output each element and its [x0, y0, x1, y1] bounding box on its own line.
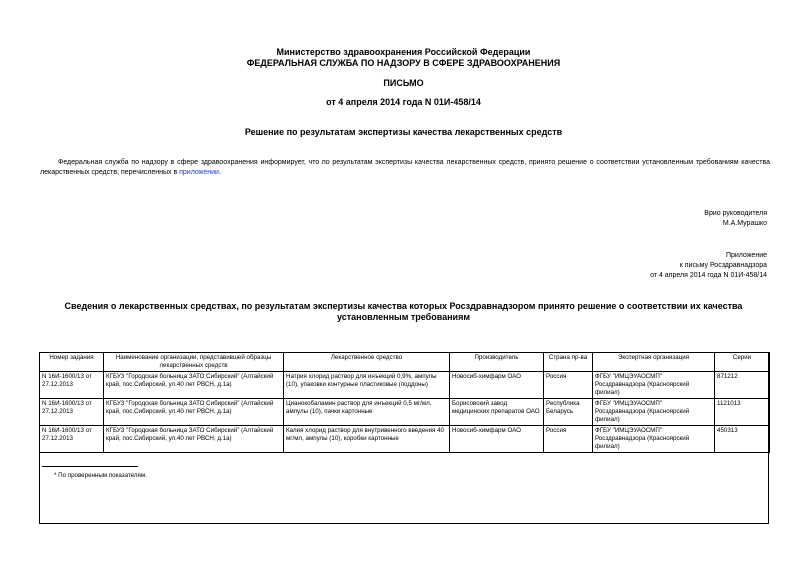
table-row	[40, 426, 770, 453]
appendix-title: Сведения о лекарственных средствах, по результатам экспертизы качества которых Росздравнадзором принято решение о соответствии их качества установленным требованиям	[64, 301, 743, 322]
cell-series: 450313	[715, 426, 770, 453]
ministry-name: Министерство здравоохранения Российской Федерации	[276, 47, 531, 57]
signature-name: М.А.Мурашко	[722, 220, 767, 227]
cell-expert-organization: ФГБУ "ИМЦЭУАОСМП" Росздравнадзора (Красноярский филиал)	[593, 372, 715, 399]
drug-table	[39, 352, 770, 453]
service-name: ФЕДЕРАЛЬНАЯ СЛУЖБА ПО НАДЗОРУ В СФЕРЕ ЗДРАВООХРАНЕНИЯ	[246, 58, 561, 68]
cell-manufacturer: Борисовский завод медицинских препаратов ОАО	[450, 399, 544, 426]
signature-position: Врио руководителя	[704, 210, 767, 217]
cell-drug: Калия хлорид раствор для внутривенного введения 40 мг/мл, ампулы (10), коробки картонные	[284, 426, 450, 453]
appendix-label: Приложение	[725, 252, 767, 259]
footnote-divider	[42, 466, 138, 467]
cell-expert-organization: ФГБУ "ИМЦЭУАОСМП" Росздравнадзора (Красноярский филиал)	[593, 399, 715, 426]
appendix-letter-date: от 4 апреля 2014 года N 01И-458/14	[650, 272, 767, 279]
column-header-task-number: Номер задания	[40, 353, 104, 372]
cell-task-number: N 16И-1600/13 от 27.12.2013	[40, 372, 104, 399]
appendix-letter-ref: к письму Росздравнадзора	[679, 262, 767, 269]
cell-organization: КГБУЗ "Городская больница ЗАТО Сибирский" (Алтайский край, пос.Сибирский, ул.40 лет РВСН, д.1а)	[104, 399, 284, 426]
column-header-expert-organization: Экспертная организация	[593, 353, 715, 372]
cell-manufacturer: Новосиб-химфарм ОАО	[450, 426, 544, 453]
cell-drug: Натрия хлорид раствор для инъекций 0,9%, ампулы (10), упаковки контурные пластиковые (поддоны)	[284, 372, 450, 399]
cell-country: Россия	[544, 372, 593, 399]
column-header-series: Серии	[715, 353, 770, 372]
document-date-number: от 4 апреля 2014 года N 01И-458/14	[326, 97, 481, 107]
document-type: ПИСЬМО	[383, 78, 424, 88]
cell-series: 1121013	[715, 399, 770, 426]
body-paragraph	[40, 158, 770, 178]
cell-organization: КГБУЗ "Городская больница ЗАТО Сибирский" (Алтайский край, пос.Сибирский, ул.40 лет РВСН, д.1а)	[104, 372, 284, 399]
appendix-link[interactable]: приложении	[179, 169, 219, 176]
cell-country: Россия	[544, 426, 593, 453]
cell-country: Республика Беларусь	[544, 399, 593, 426]
column-header-manufacturer: Производитель	[450, 353, 544, 372]
cell-manufacturer: Новосиб-химфарм ОАО	[450, 372, 544, 399]
cell-series: 871212	[715, 372, 770, 399]
table-header-row	[40, 353, 770, 372]
body-paragraph-end: .	[218, 169, 221, 176]
document-subject: Решение по результатам экспертизы качества лекарственных средств	[244, 127, 563, 137]
cell-organization: КГБУЗ "Городская больница ЗАТО Сибирский" (Алтайский край, пос.Сибирский, ул.40 лет РВСН, д.1а)	[104, 426, 284, 453]
cell-task-number: N 16И-1600/13 от 27.12.2013	[40, 399, 104, 426]
cell-task-number: N 16И-1600/13 от 27.12.2013	[40, 426, 104, 453]
cell-drug: Цианокобаламин раствор для инъекций 0,5 мг/мл, ампулы (10), пачки картонные	[284, 399, 450, 426]
cell-expert-organization: ФГБУ "ИМЦЭУАОСМП" Росздравнадзора (Красноярский филиал)	[593, 426, 715, 453]
table-row	[40, 399, 770, 426]
table-row	[40, 372, 770, 399]
column-header-organization: Наименование организации, представившей образцы лекарственных средств	[104, 353, 284, 372]
body-paragraph-text: Федеральная служба по надзору в сфере здравоохранения информирует, что по результатам экспертизы качества лекарственных средств, принято решение о соответствии установленным требованиям качества лекарственных средств, перечисленных в	[40, 159, 770, 176]
column-header-country: Страна пр-ва	[544, 353, 593, 372]
footnote-text: * По проверенным показателям.	[54, 472, 147, 479]
column-header-drug: Лекарственное средство	[284, 353, 450, 372]
